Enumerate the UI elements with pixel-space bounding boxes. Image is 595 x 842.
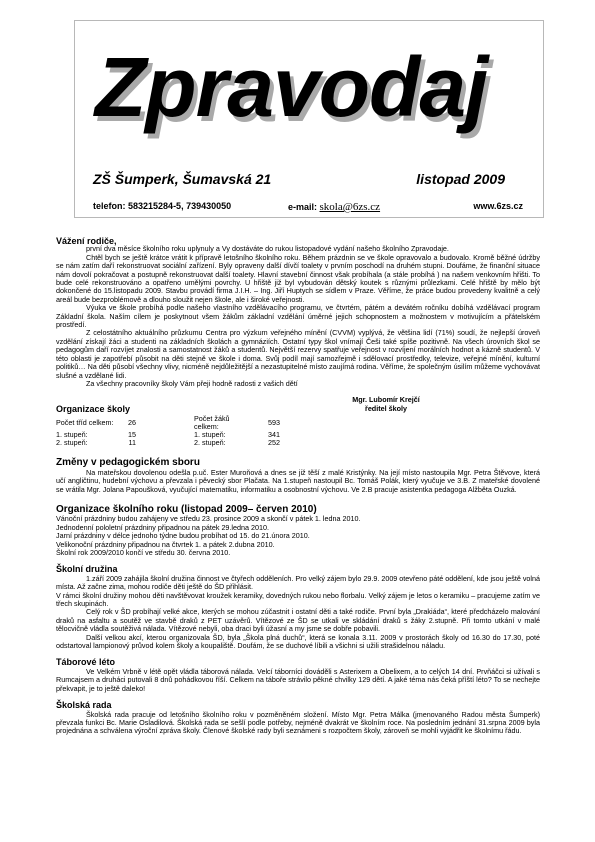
- section-heading-school-year: Organizace školního roku (listopad 2009– červen 2010): [56, 503, 317, 515]
- email: [288, 201, 380, 213]
- year-line: Vánoční prázdniny budou zahájeny ve středu 23. prosince 2009 a skončí v pátek 1. ledna 2010.: [56, 514, 361, 524]
- table-cell: 252: [268, 438, 280, 448]
- table-cell: Počet žáků celkem:: [194, 413, 230, 431]
- issue-date: listopad 2009: [416, 171, 505, 187]
- club-paragraph: Celý rok v ŠD probíhají velké akce, kterých se mohou zúčastnit i ostatní děti a také rodiče. První byla „Drakiáda“, které předcházelo malování draků na asfaltu a soutěž ve stavbě draků z PET uzávěrů. Vítězové ze ŠD se utkali ve skládání draků s žáky 2.stupně. Při tomto utkání v malé tělocvičně vládla soutěživá nálada. Vítězové nebyli, oba draci byli úžasní a my jsme se dobře pobavili.: [56, 607, 540, 634]
- club-paragraph: Další velkou akcí, kterou organizovala ŠD, byla „Škola plná duchů“, která se konala 3.11. 2009 v prostorách školy od 16.30 do 17.30, poté odstartoval lampionový průvod kolem školy a koupaliště. Doufám, že se duchové líbili a všichni si užili strašidelnou náladu.: [56, 632, 540, 651]
- table-row: [56, 439, 280, 447]
- board-paragraph: Školská rada pracuje od letošního školního roku v pozměněném složení. Místo Mgr. Petra Málka (jmenovaného Radou města Šumperk) převzala funkci Bc. Marie Osladilová. Školská rada se sešlí podle potřeby, nejméně dvakrát ve školním roce. Na posledním jednání 31.srpna 2009 byla projednána a schválena výroční zpráva školy. Členové školské rady byli seznámeni s rozpočtem školy, zároveň se mohli vyjádřit ke školnímu řádu.: [56, 709, 540, 736]
- newsletter-title: Zpravodaj: [95, 40, 488, 134]
- table-row: [56, 415, 280, 431]
- email-label: e-mail:: [288, 202, 318, 212]
- organization-table: [56, 415, 280, 448]
- year-line: Velikonoční prázdniny připadnou na čtvrtek 1. a pátek 2.dubna 2010.: [56, 539, 275, 549]
- school-name: ZŠ Šumperk, Šumavská 21: [93, 171, 272, 187]
- section-heading-club: Školní družina: [56, 564, 118, 575]
- table-cell: 1. stupeň:: [194, 429, 226, 439]
- table-cell: 2. stupeň:: [56, 438, 88, 448]
- signature-role: ředitel školy: [365, 403, 407, 413]
- phone-number: 583215284-5, 739430050: [128, 201, 232, 211]
- staff-paragraph: Na mateřskou dovolenou odešla p.uč. Ester Muroňová a dnes se již těší z malé Kristýnky. Na její místo nastoupila Mgr. Petra Štěvove, která učí angličtinu, hudební výchovu a převzala i pěvecký sbor Plačata. Na 1.stupeň nastoupil Bc. Tomáš Polák, který vyučuje ve 3.B. Z mateřské dovolené se vrátila Mgr. Jolana Papoušková, vyučující matematiku, informatiku a osobnostní výchovu. Ve 2.B pracuje asistentka pedagoga Alžběta Ouzká.: [56, 467, 540, 494]
- section-heading-organization: Organizace školy: [56, 404, 131, 415]
- table-cell: 593: [268, 417, 280, 427]
- phone: [93, 201, 231, 211]
- intro-paragraph: Z celostátního aktuálního průzkumu Centra pro výzkum veřejného mínění (CVVM) vyplývá, že většina lidí (71%) soudí, že nejlepší úroveň vzdělání získají žáci a studenti na základních školách a gymnáziích. Ostatní typy škol vnímají Češi také spíše pozitivně. Na všech úrovních škol se pedagogům daří rozvíjet znalosti a samostatnost žáků a studentů. Největší rezervy spatřuje veřejnost v rozvíjení morálních hodnot a kázně studentů. V této oblasti je zapotřebí působit na děti stejně ve škole i doma. Svůj podíl mají samozřejmě i sdělovací prostředky, televize, veřejné mínění, kulturní politiků… Na děti působí všechny vlivy, nicméně nejdůležitější a nezastupitelné místo zaujímá rodina. Věříme, že společným úsilím můžeme vychovávat slušné a vzdělané lidi.: [56, 328, 540, 380]
- table-cell: 2. stupeň:: [194, 438, 226, 448]
- club-paragraph: V rámci školní družiny mohou děti navštěvovat kroužek keramiky, dovedných rukou nebo florbalu. Velký zájem je letos o keramiku – pracujeme zatím ve třech skupinách.: [56, 590, 540, 609]
- intro-paragraph: první dva měsíce školního roku uplynuly a Vy dostáváte do rukou listopadové vydání našeho školního Zpravodaje.: [86, 244, 449, 254]
- table-row: [56, 431, 280, 439]
- phone-label: telefon:: [93, 201, 126, 211]
- section-heading-board: Školská rada: [56, 700, 112, 711]
- signature-name: Mgr. Lubomír Krejčí: [352, 395, 420, 405]
- camp-paragraph: Ve Velkém Vrbně v létě opět vládla táborová nálada. Velcí táborníci dováděli s Asterixem a Obelixem, a to celých 14 dní. Prvňáčci si užívali s Rumcajsem a druháci putovali 8 dnů pohádkovou říší. Celkem na tábořе strávilo pěkné chvilky 129 dětí. A jaké téma nás čeká příští léto? To se nechejte překvapit, je to ještě daleko!: [56, 666, 540, 693]
- table-cell: 341: [268, 429, 280, 439]
- masthead: [74, 20, 544, 218]
- year-line: Jarní prázdniny v délce jednoho týdne budou probíhat od 15. do 21.února 2010.: [56, 531, 310, 541]
- year-line: Jednodenní pololetní prázdniny připadnou na pátek 29.ledna 2010.: [56, 522, 269, 532]
- section-heading-staff: Změny v pedagogickém sboru: [56, 457, 200, 469]
- club-paragraph: 1.září 2009 zahájila školní družina činnost ve čtyřech odděleních. Pro velký zájem bylo 29.9. 2009 otevřeno páté oddělení, kde jsou ještě volná místa. Až začne zima, mohou rodiče děti ještě do ŠD přihlásit.: [56, 573, 540, 592]
- year-line: Školní rok 2009/2010 končí ve středu 30. června 2010.: [56, 548, 231, 557]
- table-cell: 11: [128, 438, 136, 448]
- greeting: Vážení rodiče,: [56, 236, 117, 246]
- article-body: [56, 237, 540, 736]
- email-link[interactable]: skola@6zs.cz: [319, 201, 381, 213]
- table-cell: 26: [128, 417, 136, 427]
- table-cell: 1. stupeň:: [56, 429, 88, 439]
- website-link[interactable]: www.6zs.cz: [473, 201, 523, 211]
- table-cell: Počet tříd celkem:: [56, 417, 114, 427]
- intro-paragraph: Za všechny pracovníky školy Vám přeji hodně radosti z vašich dětí: [86, 378, 298, 388]
- intro-paragraph: Výuka ve škole probíhá podle našeho vlastního vzdělávacího programu, ve čtvrtém, pátém a devátém ročníku dobíhá vzdělávací program Základní škola. Naším cílem je poskytnout všem žákům základní vzdělání úměrné jejich schopnostem a možnostem v motivujícím a přátelském prostředí.: [56, 303, 540, 330]
- table-cell: 15: [128, 429, 136, 439]
- section-heading-camp: Táborové léto: [56, 657, 116, 668]
- intro-paragraph: Chtěl bych se ještě krátce vrátit k přípravě letošního školního roku. Během prázdnin se ve škole opravovalo a budovalo. Kromě běžné údržby se nám zatím daří rekonstruovat sociální zařízení. Byly opraveny další dívčí toalety v prvním poschodí na druhém stupni. Doufáme, že finanční situace nám dovolí pokračovat a postupně rekonstruovat další toalety. Hlavní stavební činnost však probíhala (a stále probíhá ) na našem venkovním hřišti. To bude celé rekonstruováno a opatřeno umělými povrchy. U hřiště již byl vybudován dětský koutek s různými průlezkami. Celé hřiště by mělo být dokončené do 15.listopadu 2009. Stavbu provádí firma J.I.H. – Ing. Jiří Huptych se sídlem v Praze. Věříme, že práce budou provedeny kvalitně a celý areál bude bezproblémově a dlouho sloužit nejen škole, ale i široké veřejnosti.: [56, 252, 540, 304]
